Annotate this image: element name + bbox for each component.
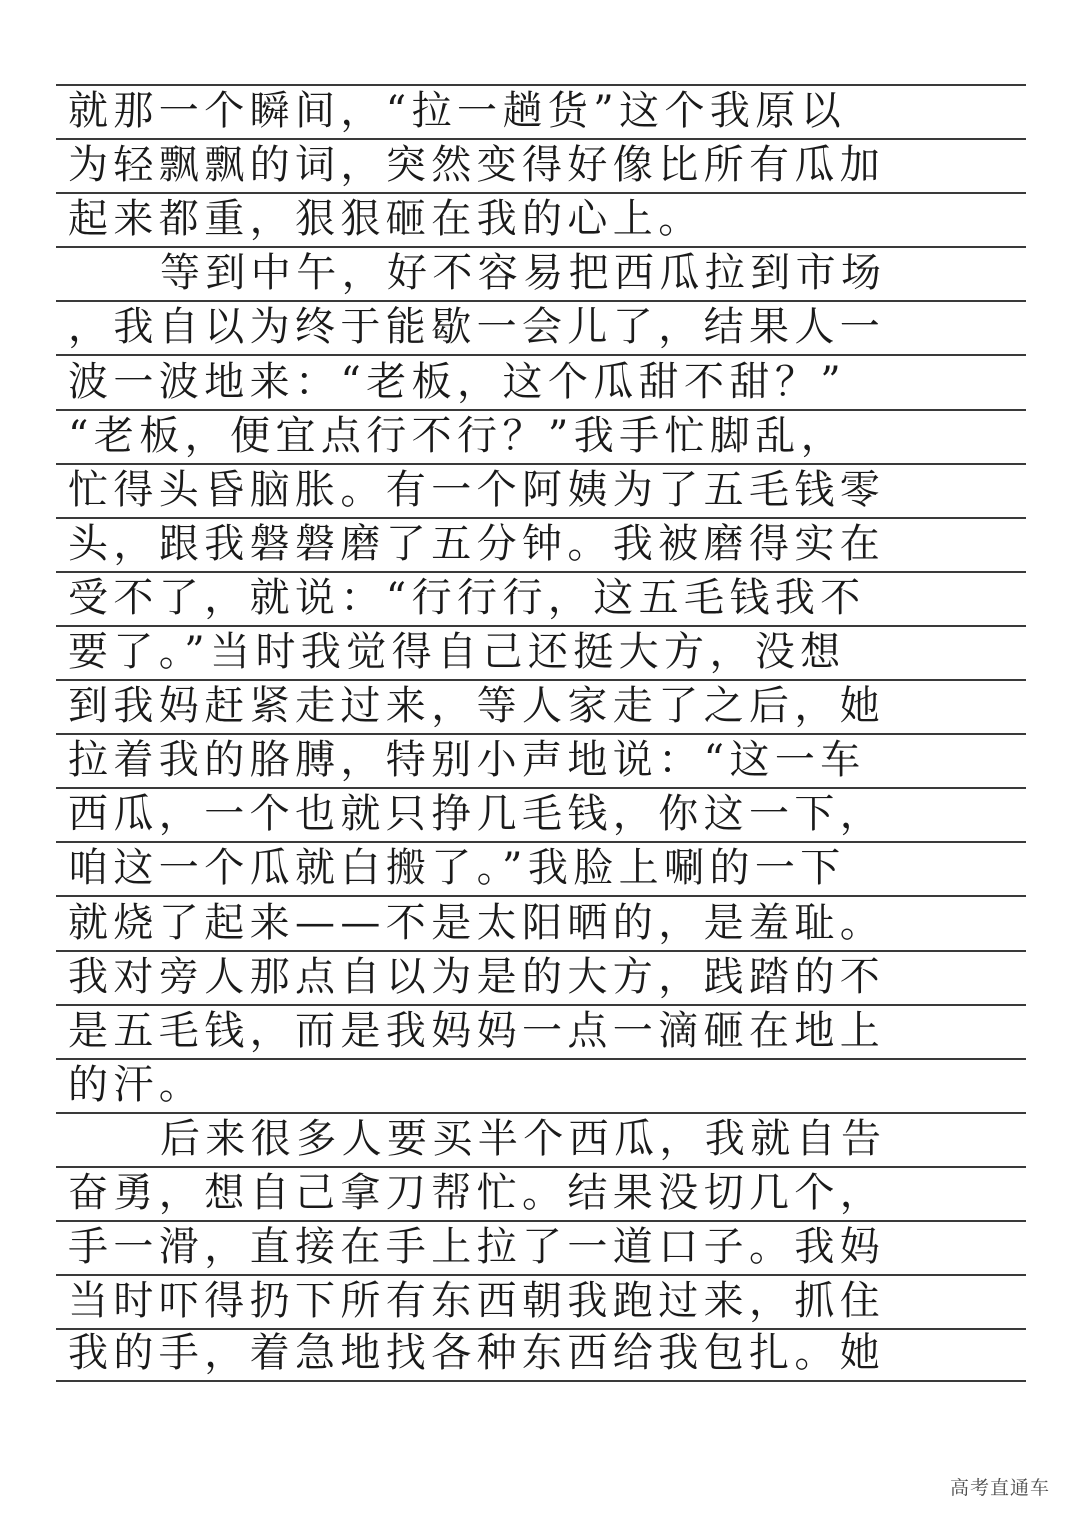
ruled-line bbox=[56, 517, 1026, 571]
essay-line-text: 拉着我的胳膊，特别小声地说：“这一车 bbox=[68, 737, 866, 784]
handwritten-essay-sheet bbox=[56, 84, 1026, 1382]
ruled-line bbox=[56, 1004, 1026, 1058]
essay-line-text: 咱这一个瓜就白搬了。”我脸上唰的一下 bbox=[68, 845, 846, 892]
ruled-line bbox=[56, 787, 1026, 841]
essay-line-text: 我的手，着急地找各种东西给我包扎。她 bbox=[68, 1330, 886, 1377]
ruled-line bbox=[56, 192, 1026, 246]
essay-line-text: 我对旁人那点自以为是的大方，践踏的不 bbox=[68, 953, 886, 1000]
essay-line-text: 西瓜，一个也就只挣几毛钱，你这一下， bbox=[68, 791, 886, 838]
ruled-line bbox=[56, 625, 1026, 679]
ruled-line bbox=[56, 84, 1026, 138]
essay-line-text: 受不了，就说：“行行行，这五毛钱我不 bbox=[68, 574, 866, 621]
ruled-line bbox=[56, 1274, 1026, 1328]
essay-line-text: 就那一个瞬间，“拉一趟货”这个我原以 bbox=[68, 88, 847, 135]
ruled-line bbox=[56, 1058, 1026, 1112]
essay-line-text: 起来都重，狠狠砸在我的心上。 bbox=[68, 196, 704, 243]
ruled-line bbox=[56, 895, 1026, 949]
essay-line-text: 的汗。 bbox=[68, 1061, 205, 1108]
ruled-line bbox=[56, 571, 1026, 625]
ruled-line bbox=[56, 409, 1026, 463]
ruled-line bbox=[56, 950, 1026, 1004]
essay-line-text: 波一波地来：“老板，这个瓜甜不甜？” bbox=[68, 358, 847, 405]
essay-line-text: 奋勇，想自己拿刀帮忙。结果没切几个， bbox=[68, 1169, 886, 1216]
ruled-line bbox=[56, 733, 1026, 787]
essay-line-text: 就烧了起来——不是太阳晒的，是羞耻。 bbox=[68, 899, 886, 946]
ruled-line bbox=[56, 1112, 1026, 1166]
ruled-line bbox=[56, 679, 1026, 733]
essay-line-text: 到我妈赶紧走过来，等人家走了之后，她 bbox=[68, 683, 886, 730]
essay-line-text: 为轻飘飘的词，突然变得好像比所有瓜加 bbox=[68, 142, 886, 189]
ruled-line bbox=[56, 354, 1026, 408]
ruled-line bbox=[56, 841, 1026, 895]
essay-line-text: 忙得头昏脑胀。有一个阿姨为了五毛钱零 bbox=[68, 466, 886, 513]
essay-line-text: 是五毛钱，而是我妈妈一点一滴砸在地上 bbox=[68, 1007, 886, 1054]
essay-line-text: 手一滑，直接在手上拉了一道口子。我妈 bbox=[68, 1224, 886, 1271]
essay-line-text: ，我自以为终于能歇一会儿了，结果人一 bbox=[68, 304, 886, 351]
ruled-line bbox=[56, 1220, 1026, 1274]
watermark-text: 高考直通车 bbox=[949, 1477, 1050, 1499]
essay-line-text: 后来很多人要买半个西瓜，我就自告 bbox=[160, 1115, 887, 1162]
ruled-line bbox=[56, 138, 1026, 192]
essay-line-text: 头，跟我磐磐磨了五分钟。我被磨得实在 bbox=[68, 520, 886, 567]
essay-line-text: 等到中午，好不容易把西瓜拉到市场 bbox=[160, 250, 887, 297]
essay-line-text: 要了。”当时我觉得自己还挺大方，没想 bbox=[68, 629, 846, 676]
ruled-line bbox=[56, 1166, 1026, 1220]
ruled-line bbox=[56, 1328, 1026, 1382]
essay-line-text: 当时吓得扔下所有东西朝我跑过来，抓住 bbox=[68, 1278, 886, 1325]
ruled-line bbox=[56, 246, 1026, 300]
essay-line-text: “老板，便宜点行不行？”我手忙脚乱， bbox=[68, 412, 847, 459]
ruled-line bbox=[56, 300, 1026, 354]
ruled-line bbox=[56, 463, 1026, 517]
